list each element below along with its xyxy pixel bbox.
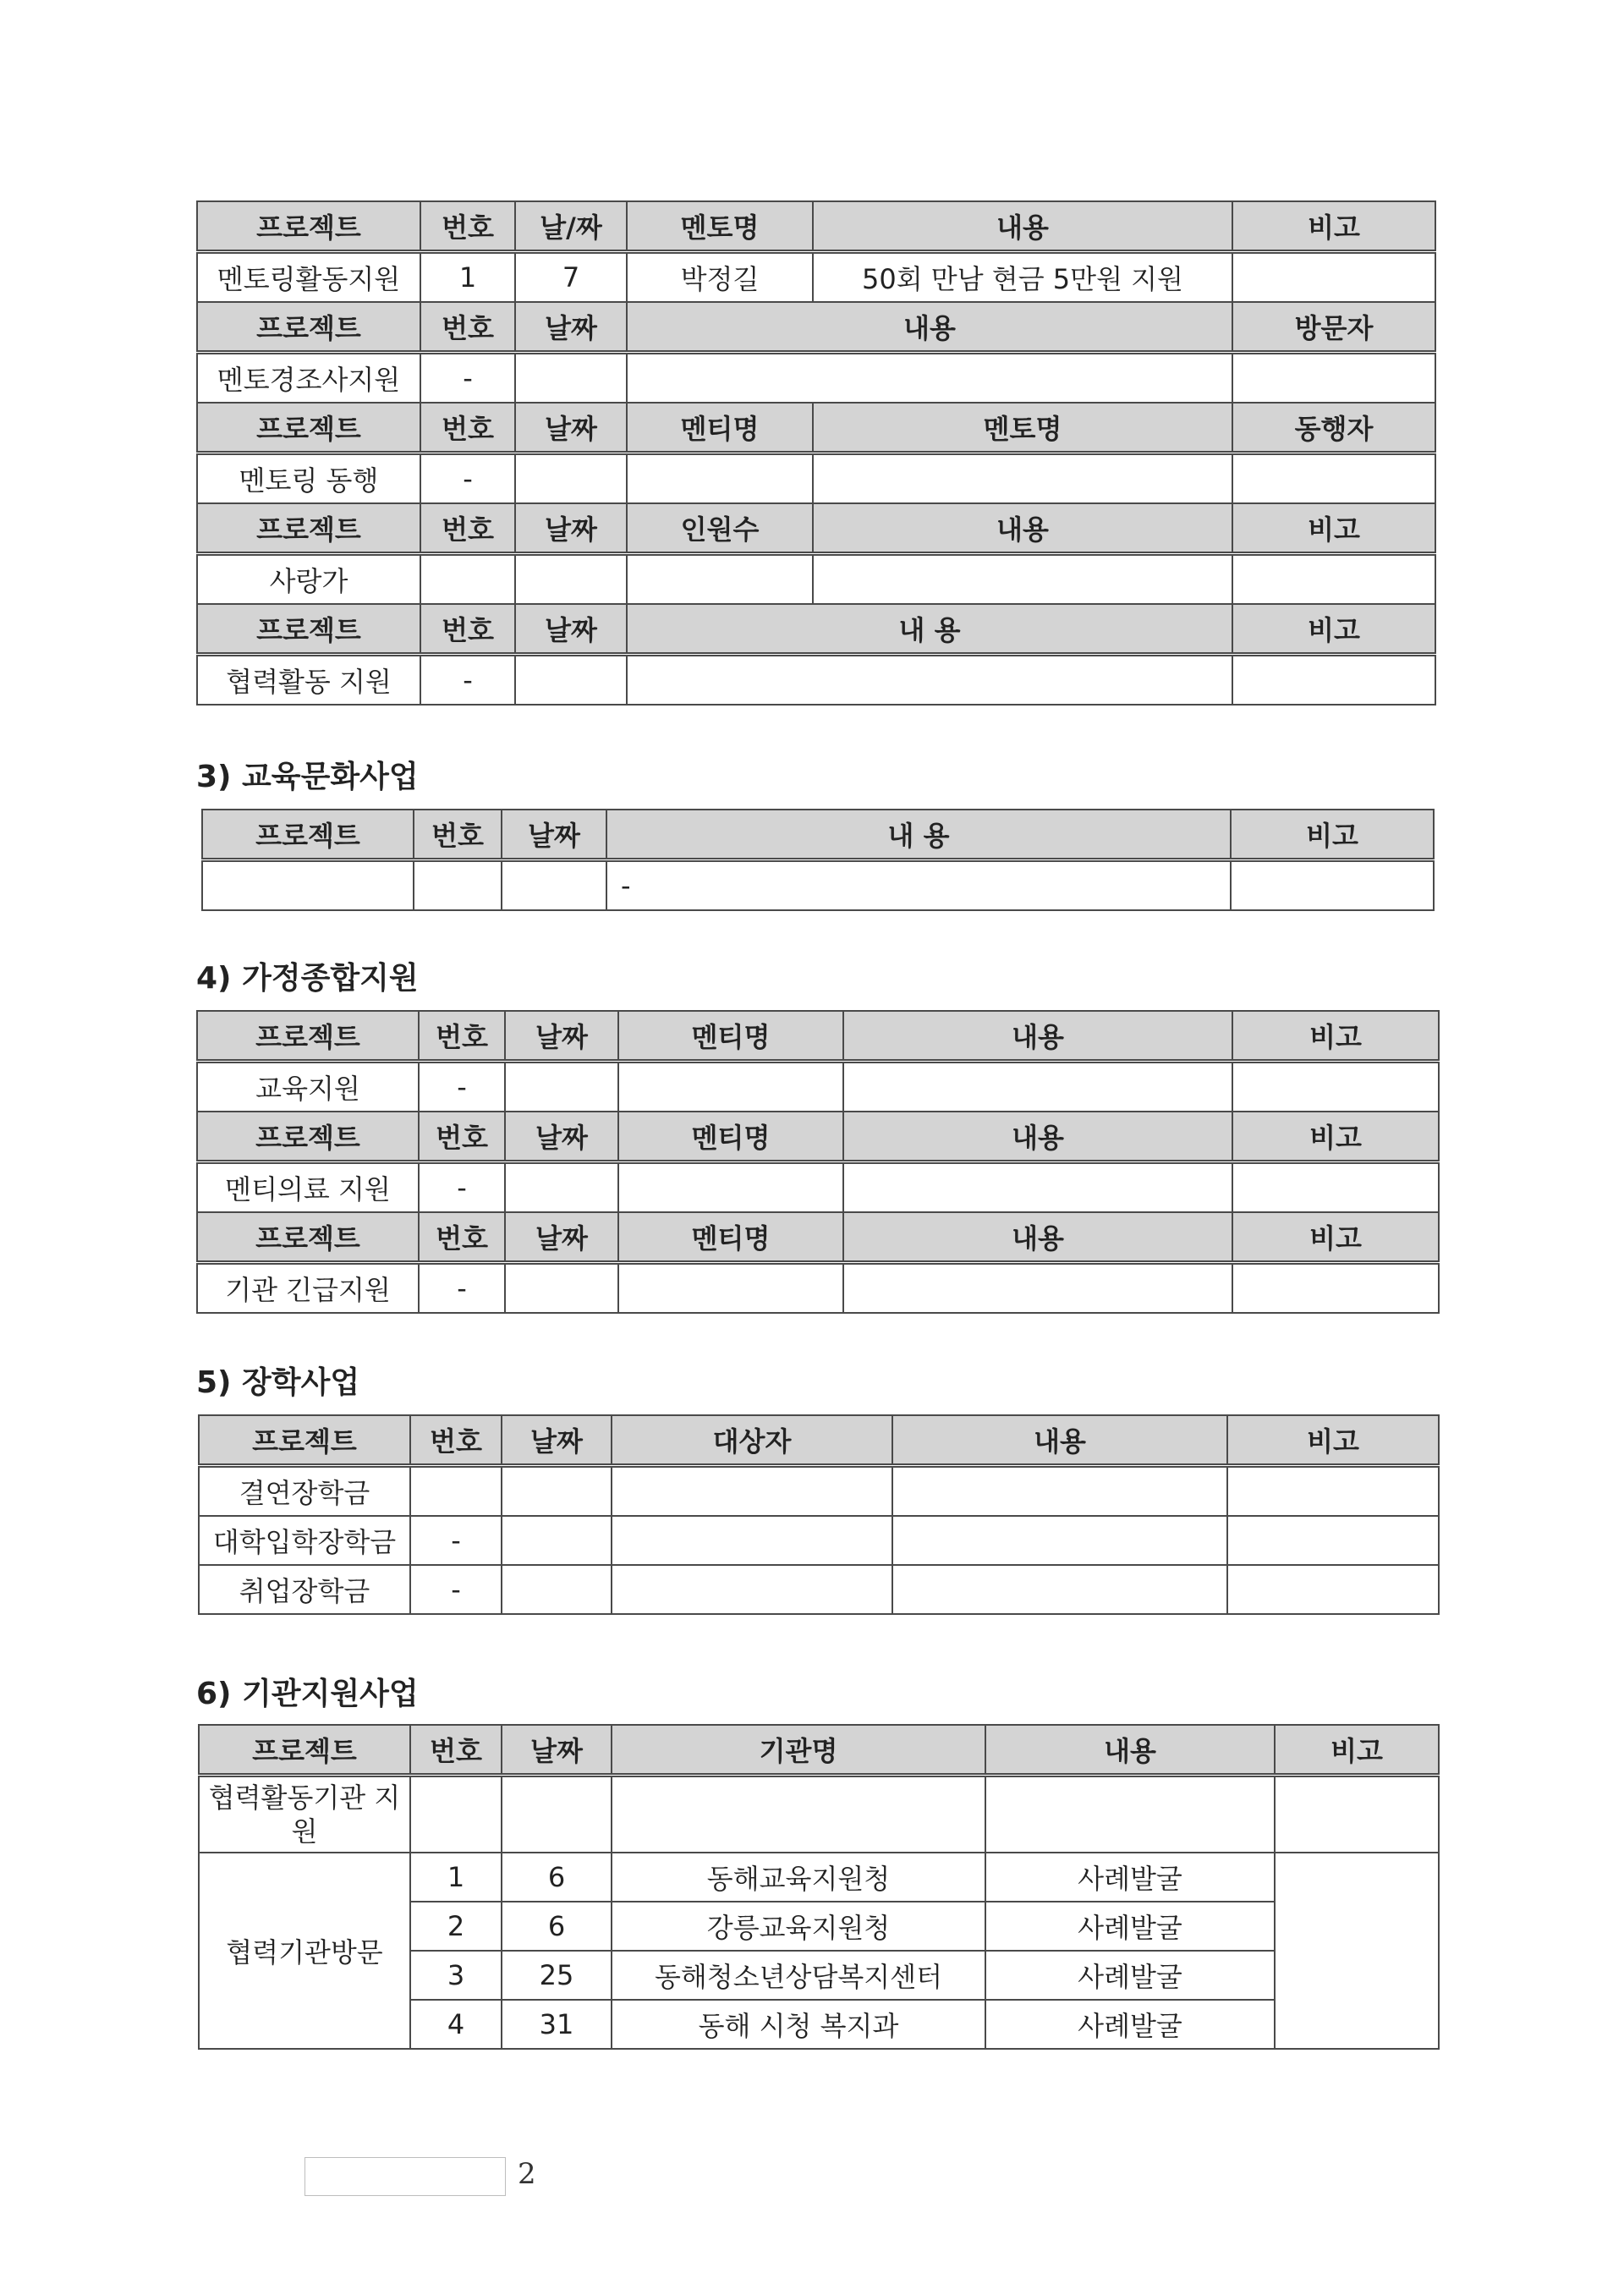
note-cell [1227,1466,1439,1517]
table-header-row [197,201,1435,252]
content-cell [843,1263,1232,1314]
header-cell: 번호 [420,302,515,353]
table-header-row [197,1112,1439,1162]
date-cell: 7 [515,252,627,303]
header-cell: 날짜 [502,810,606,860]
content-cell: 사례발굴 [985,2000,1275,2049]
mentor-cell: 박정길 [627,252,813,303]
note-cell [1232,1062,1439,1112]
recipient-cell [612,1516,892,1565]
section-title-education: 3) 교육문화사업 [196,760,419,794]
institution-cell: 강릉교육지원청 [612,1902,985,1951]
table-row [199,1853,1439,1902]
header-cell: 비고 [1232,604,1435,655]
header-cell: 내용 [813,503,1232,554]
header-cell: 내용 [627,302,1232,353]
table-header-row [197,302,1435,353]
table-row [197,353,1435,404]
header-cell: 내용 [843,1112,1232,1162]
institution-cell [612,1776,985,1853]
number-cell [420,554,515,605]
date-cell [515,453,627,504]
note-cell [1232,1162,1439,1213]
header-cell: 번호 [419,1112,505,1162]
recipient-cell [612,1466,892,1517]
date-cell [505,1062,618,1112]
project-cell: 협력기관방문 [199,1853,410,2049]
content-cell [627,655,1232,706]
mentee-cell [627,453,813,504]
date-cell: 6 [502,1902,612,1951]
date-cell [515,353,627,404]
number-cell: - [420,453,515,504]
note-cell [1232,252,1435,303]
institution-cell: 동해청소년상담복지센터 [612,1951,985,2000]
header-cell: 비고 [1232,1112,1439,1162]
header-cell: 번호 [419,1212,505,1263]
content-cell [892,1516,1227,1565]
header-cell: 날짜 [502,1415,612,1466]
number-cell: 3 [410,1951,502,2000]
date-cell: 31 [502,2000,612,2049]
header-cell: 프로젝트 [197,201,420,252]
table-header-row [199,1415,1439,1466]
footer-box [304,2157,506,2196]
mentee-cell [618,1263,843,1314]
content-cell: 사례발굴 [985,1853,1275,1902]
recipient-cell [612,1565,892,1614]
project-cell: 기관 긴급지원 [197,1263,419,1314]
number-cell: 4 [410,2000,502,2049]
header-cell: 비고 [1227,1415,1439,1466]
visitor-cell [1232,353,1435,404]
table-row [199,1776,1439,1853]
header-cell: 멘티명 [618,1212,843,1263]
header-cell: 비고 [1231,810,1434,860]
project-cell: 대학입학장학금 [199,1516,410,1565]
project-cell: 멘티의료 지원 [197,1162,419,1213]
content-cell [813,554,1232,605]
project-cell [202,860,414,911]
scholarship-table [198,1414,1440,1615]
content-cell: - [606,860,1231,911]
project-cell: 멘토경조사지원 [197,353,420,404]
header-cell: 날짜 [505,1212,618,1263]
mentee-cell [618,1162,843,1213]
project-cell: 협력활동기관 지원 [199,1776,410,1853]
number-cell: - [410,1565,502,1614]
project-cell: 사랑가 [197,554,420,605]
header-cell: 날짜 [515,503,627,554]
header-cell: 번호 [420,403,515,453]
number-cell: - [420,655,515,706]
header-cell: 날짜 [515,604,627,655]
header-cell: 날짜 [505,1112,618,1162]
content-cell: 50회 만남 현금 5만원 지원 [813,252,1232,303]
note-cell [1275,1853,1439,2049]
table-row [199,1565,1439,1614]
table-header-row [202,810,1434,860]
table-header-row [197,503,1435,554]
project-cell: 취업장학금 [199,1565,410,1614]
header-cell: 멘토명 [627,201,813,252]
companion-cell [1232,453,1435,504]
header-cell: 프로젝트 [197,1112,419,1162]
header-cell: 멘토명 [813,403,1232,453]
institution-cell: 동해 시청 복지과 [612,2000,985,2049]
header-cell: 프로젝트 [197,1011,419,1062]
date-cell: 6 [502,1853,612,1902]
date-cell [515,554,627,605]
number-cell: - [419,1263,505,1314]
date-cell [502,1565,612,1614]
number-cell: - [419,1162,505,1213]
section-title-institution: 6) 기관지원사업 [196,1677,419,1711]
header-cell: 번호 [414,810,502,860]
table-row [202,860,1434,911]
header-cell: 멘티명 [618,1011,843,1062]
header-cell: 기관명 [612,1725,985,1776]
project-cell: 교육지원 [197,1062,419,1112]
mentee-cell [618,1062,843,1112]
number-cell [410,1776,502,1853]
number-cell: 2 [410,1902,502,1951]
table-row [197,655,1435,706]
section-title-family: 4) 가정종합지원 [196,961,419,996]
header-cell: 멘티명 [618,1112,843,1162]
header-cell: 동행자 [1232,403,1435,453]
mentor-cell [813,453,1232,504]
content-cell [843,1062,1232,1112]
date-cell [505,1263,618,1314]
header-cell: 내용 [813,201,1232,252]
header-cell: 번호 [420,604,515,655]
mentoring-table [196,200,1436,706]
project-cell: 결연장학금 [199,1466,410,1517]
note-cell [1227,1516,1439,1565]
header-cell: 비고 [1232,1011,1439,1062]
header-cell: 비고 [1232,1212,1439,1263]
institution-cell: 동해교육지원청 [612,1853,985,1902]
date-cell [502,1516,612,1565]
header-cell: 날짜 [515,403,627,453]
header-cell: 내용 [843,1011,1232,1062]
header-cell: 프로젝트 [197,302,420,353]
table-header-row [197,403,1435,453]
date-cell [502,1776,612,1853]
project-cell: 멘토링 동행 [197,453,420,504]
family-support-table [196,1010,1440,1314]
project-cell: 멘토링활동지원 [197,252,420,303]
content-cell [892,1466,1227,1517]
header-cell: 방문자 [1232,302,1435,353]
header-cell: 날/짜 [515,201,627,252]
header-cell: 비고 [1232,201,1435,252]
number-cell: 1 [420,252,515,303]
header-cell: 날짜 [515,302,627,353]
header-cell: 내용 [892,1415,1227,1466]
header-cell: 프로젝트 [202,810,414,860]
table-row [197,554,1435,605]
header-cell: 멘티명 [627,403,813,453]
table-header-row [197,1011,1439,1062]
headcount-cell [627,554,813,605]
header-cell: 내 용 [606,810,1231,860]
note-cell [1275,1776,1439,1853]
header-cell: 인원수 [627,503,813,554]
table-header-row [197,604,1435,655]
header-cell: 대상자 [612,1415,892,1466]
header-cell: 번호 [419,1011,505,1062]
note-cell [1232,554,1435,605]
table-row [197,453,1435,504]
number-cell: - [410,1516,502,1565]
date-cell [505,1162,618,1213]
header-cell: 비고 [1232,503,1435,554]
note-cell [1232,1263,1439,1314]
number-cell: - [420,353,515,404]
header-cell: 내용 [843,1212,1232,1263]
table-row [197,252,1435,303]
education-table [201,809,1435,911]
header-cell: 내 용 [627,604,1232,655]
date-cell [502,1466,612,1517]
header-cell: 날짜 [502,1725,612,1776]
header-cell: 내용 [985,1725,1275,1776]
content-cell [843,1162,1232,1213]
number-cell: - [419,1062,505,1112]
date-cell [502,860,606,911]
table-header-row [199,1725,1439,1776]
number-cell: 1 [410,1853,502,1902]
date-cell [515,655,627,706]
header-cell: 프로젝트 [197,1212,419,1263]
content-cell [985,1776,1275,1853]
project-cell: 협력활동 지원 [197,655,420,706]
header-cell: 번호 [420,503,515,554]
number-cell [414,860,502,911]
table-row [199,1466,1439,1517]
header-cell: 번호 [410,1415,502,1466]
header-cell: 비고 [1275,1725,1439,1776]
header-cell: 프로젝트 [197,604,420,655]
table-row [197,1062,1439,1112]
content-cell: 사례발굴 [985,1951,1275,2000]
header-cell: 프로젝트 [197,403,420,453]
header-cell: 프로젝트 [199,1415,410,1466]
header-cell: 날짜 [505,1011,618,1062]
note-cell [1232,655,1435,706]
section-title-scholarship: 5) 장학사업 [196,1365,360,1400]
institution-support-table [198,1724,1440,2050]
header-cell: 프로젝트 [199,1725,410,1776]
date-cell: 25 [502,1951,612,2000]
table-header-row [197,1212,1439,1263]
header-cell: 번호 [420,201,515,252]
note-cell [1227,1565,1439,1614]
table-row [199,1516,1439,1565]
table-row [197,1263,1439,1314]
content-cell [627,353,1232,404]
note-cell [1231,860,1434,911]
content-cell [892,1565,1227,1614]
page-number: 2 [518,2157,536,2191]
number-cell [410,1466,502,1517]
header-cell: 번호 [410,1725,502,1776]
content-cell: 사례발굴 [985,1902,1275,1951]
table-row [197,1162,1439,1213]
header-cell: 프로젝트 [197,503,420,554]
